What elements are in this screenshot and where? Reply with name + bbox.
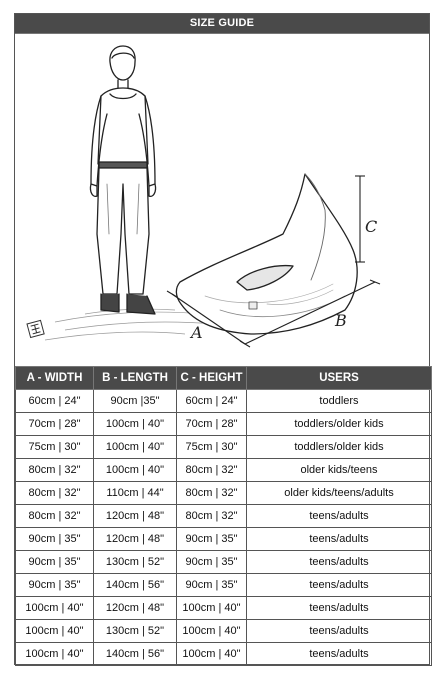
width-cell: 100cm | 40" (16, 620, 94, 643)
width-cell: 100cm | 40" (16, 643, 94, 666)
table-row (16, 597, 432, 620)
users-cell: toddlers/older kids (247, 413, 432, 436)
users-cell: teens/adults (247, 505, 432, 528)
table-row (16, 643, 432, 666)
users-cell: teens/adults (247, 551, 432, 574)
size-table (15, 366, 432, 666)
header-width: A - WIDTH (16, 367, 94, 390)
length-cell: 100cm | 40" (94, 413, 177, 436)
length-cell: 140cm | 56" (94, 643, 177, 666)
table-row (16, 574, 432, 597)
width-cell: 90cm | 35" (16, 551, 94, 574)
table-row (16, 528, 432, 551)
height-cell: 60cm | 24" (177, 390, 247, 413)
table-row (16, 505, 432, 528)
length-cell: 130cm | 52" (94, 551, 177, 574)
size-guide-panel (14, 13, 430, 665)
height-cell: 90cm | 35" (177, 551, 247, 574)
width-cell: 80cm | 32" (16, 505, 94, 528)
users-cell: teens/adults (247, 620, 432, 643)
table-row (16, 551, 432, 574)
size-table-header-row (16, 367, 432, 390)
table-row (16, 482, 432, 505)
height-cell: 100cm | 40" (177, 620, 247, 643)
users-cell: teens/adults (247, 528, 432, 551)
length-cell: 120cm | 48" (94, 597, 177, 620)
length-cell: 120cm | 48" (94, 505, 177, 528)
height-cell: 70cm | 28" (177, 413, 247, 436)
size-table-body (16, 390, 432, 666)
table-row (16, 459, 432, 482)
brand-logo-icon (27, 320, 44, 337)
header-users: USERS (247, 367, 432, 390)
height-cell: 80cm | 32" (177, 505, 247, 528)
users-cell: toddlers/older kids (247, 436, 432, 459)
width-cell: 75cm | 30" (16, 436, 94, 459)
users-cell: toddlers (247, 390, 432, 413)
height-cell: 80cm | 32" (177, 459, 247, 482)
header-height: C - HEIGHT (177, 367, 247, 390)
height-cell: 90cm | 35" (177, 528, 247, 551)
width-cell: 80cm | 32" (16, 482, 94, 505)
length-cell: 120cm | 48" (94, 528, 177, 551)
length-cell: 100cm | 40" (94, 459, 177, 482)
header-length: B - LENGTH (94, 367, 177, 390)
size-guide-title: SIZE GUIDE (15, 14, 429, 33)
users-cell: teens/adults (247, 574, 432, 597)
width-cell: 100cm | 40" (16, 597, 94, 620)
dimension-label-b: B (335, 311, 347, 330)
size-guide-illustration (15, 33, 429, 379)
width-cell: 60cm | 24" (16, 390, 94, 413)
users-cell: teens/adults (247, 597, 432, 620)
users-cell: older kids/teens/adults (247, 482, 432, 505)
table-row (16, 390, 432, 413)
dimension-label-a: A (191, 323, 203, 342)
bean-bag-chair-icon (176, 174, 357, 334)
users-cell: older kids/teens (247, 459, 432, 482)
length-cell: 90cm |35" (94, 390, 177, 413)
table-row (16, 620, 432, 643)
length-cell: 110cm | 44" (94, 482, 177, 505)
height-cell: 100cm | 40" (177, 597, 247, 620)
height-cell: 80cm | 32" (177, 482, 247, 505)
height-cell: 90cm | 35" (177, 574, 247, 597)
illustration-svg (15, 34, 429, 367)
length-cell: 100cm | 40" (94, 436, 177, 459)
dimension-label-c: C (365, 217, 378, 236)
width-cell: 80cm | 32" (16, 459, 94, 482)
width-cell: 90cm | 35" (16, 574, 94, 597)
length-cell: 130cm | 52" (94, 620, 177, 643)
width-cell: 70cm | 28" (16, 413, 94, 436)
table-row (16, 436, 432, 459)
table-row (16, 413, 432, 436)
standing-man-icon (90, 46, 155, 314)
length-cell: 140cm | 56" (94, 574, 177, 597)
users-cell: teens/adults (247, 643, 432, 666)
width-cell: 90cm | 35" (16, 528, 94, 551)
height-cell: 100cm | 40" (177, 643, 247, 666)
height-cell: 75cm | 30" (177, 436, 247, 459)
